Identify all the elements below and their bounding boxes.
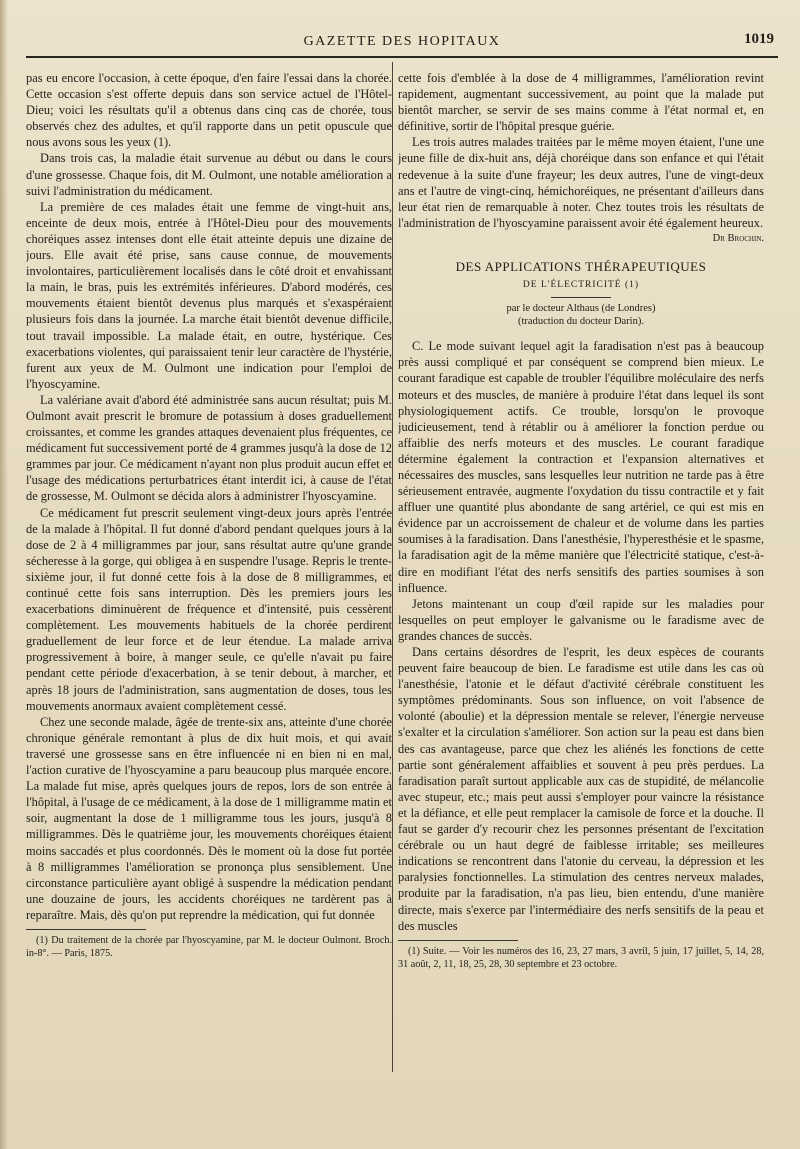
page-number: 1019	[744, 31, 774, 47]
page-binding-shadow	[0, 0, 8, 1149]
footnote: (1) Suite. — Voir les numéros des 16, 23, 27 mars, 3 avril, 5 juin, 17 juillet, 5, 14, 28, 31 août, 2, 11, 18, 25, 28, 30 septembre et 23 octobre.	[398, 945, 764, 970]
left-column	[26, 70, 392, 1110]
paragraph: Les trois autres malades traitées par le même moyen étaient, l'une une jeune fille de dix-huit ans, déjà choréique dans son enfance et qui l'était redevenue à la suite d'une frayeur; les deux autres, l'une de vingt-deux ans et l'autre de vingt-cinq, hémichoréiques, ne présentant d'ailleurs dans leur état rien de remarquable à noter. Chez toutes trois les résultats de l'administration de l'hyoscyamine paraissent avoir été également heureux.	[398, 135, 764, 230]
right-column	[398, 70, 764, 1110]
page-header	[26, 30, 778, 58]
author-signature: Dr Brochin.	[712, 232, 764, 244]
paragraph: cette fois d'emblée à la dose de 4 milligrammes, l'amélioration revint rapidement, augmentant successivement, au point que la malade put bientôt marcher, se servir de ses mains comme à l'état normal et, en définitive, sortir de l'hôpital presque guérie.	[398, 71, 764, 134]
paragraph: La première de ces malades était une femme de vingt-huit ans, enceinte de deux mois, entrée à l'Hôtel-Dieu pour des mouvements choréiques assez intenses dont elle était atteinte depuis une dizaine de jours. Elle avait été prise, sans cause connue, de mouvements involontaires, particulièrement localisés dans le côté droit et envahissant la main, le bras, puis les extrémités inférieures. D'abord modérés, ces mouvements étaient bientôt devenus plus marqués et s'exaspéraient plusieurs fois dans la journée. La marche était bientôt devenue difficile, tout travail impossible. La malade était, en outre, hystérique. Ces exacerbations violentes, qui paraissaient tenir leur caractère de l'hystérie, furent aux yeux de M. Oulmont une indication pour l'emploi de l'hyoscyamine.	[26, 199, 392, 391]
paragraph: C. Le mode suivant lequel agit la faradisation n'est pas à beaucoup près aussi compliqué et par conséquent se comprend bien mieux. Le courant faradique est capable de troubler l'équilibre moléculaire des nerfs moteurs et des muscles, de manière à produire l'état dans lequel ils sont physiologiquement actifs. Ce trouble, lorsqu'on le provoque judicieusement, tend à rétablir ou à améliorer la fonction perdue ou affaiblie des nerfs moteurs et des muscles. Le courant faradique détermine également la contraction et l'expansion alternatives et nécessaires des muscles, sans lesquelles leur nutrition ne tarde pas à être sérieusement entravée, augmente l'oxydation du tissu contractile et y fait affluer une quantité plus abondante de sang artériel, ce qui est mis en évidence par un accroissement de chaleur et de volume dans les parties soumises à la faradisation. Dans l'anesthésie, l'hyperesthésie et le spasme, la faradisation agit de la même manière que l'électricité statique, c'est-à-dire en modifiant l'état des nerfs sensitifs des parties soumises à son influence.	[398, 339, 764, 595]
byline-author: par le docteur Althaus (de Londres)	[506, 303, 656, 315]
paragraph: Dans trois cas, la maladie était survenue au début ou dans le cours d'une grossesse. Chaque fois, dit M. Oulmont, une notable amélioration a suivi l'administration du médicament.	[26, 151, 392, 198]
footnote-rule	[398, 940, 518, 941]
byline	[398, 302, 764, 328]
paragraph: Jetons maintenant un coup d'œil rapide sur les maladies pour lesquelles on peut employer le galvanisme ou le faradisme avec de grandes chances de succès.	[398, 596, 764, 643]
paragraph: La valériane avait d'abord été administrée sans aucun résultat; puis M. Oulmont avait prescrit le bromure de potassium à doses graduellement croissantes, et comme les grandes attaques devenaient plus fréquentes, ce médicament fut successivement porté de 4 grammes jusqu'à la dose de 12 grammes par jour. Ce médicament n'ayant non plus produit aucun effet et l'usage des médications perturbatrices étant interdit ici, à cause de l'état de grossesse, M. Oulmont se décida alors à administrer l'hyoscyamine.	[26, 392, 392, 504]
paragraph: Ce médicament fut prescrit seulement vingt-deux jours après l'entrée de la malade à l'hôpital. Il fut donné d'abord pendant quelques jours à la dose de 2 à 4 milligrammes par jour, sans résultat autre qu'une grande sécheresse à la gorge, qui obligea à en suspendre l'usage. Repris le trente-sixième jour, il fut donné cette fois à la dose de 8 milligrammes, et continué cette fois sans interruption. Dès les premiers jours les exacerbations diminuèrent de fréquence et d'intensité, puis cessèrent complètement. Les mouvements habituels de la chorée perdirent graduellement de leur force et de leur étendue. La malade arriva progressivement à boire, à manger seule, ce qu'elle n'avait pu faire pendant cette période d'exacerbation, à se tenir debout, à marcher, et après 18 jours de l'administration, sans augmentation de doses, tous les mouvements anormaux avaient complètement cessé.	[26, 505, 392, 713]
paragraph: pas eu encore l'occasion, à cette époque, d'en faire l'essai dans la chorée. Cette occasion s'est offerte depuis dans son service actuel de l'Hôtel-Dieu; voici les résultats qu'il a obtenus dans cinq cas de chorée, tous observés chez des adultes, et qu'il rapporte dans un petit opuscule que nous avons sous les yeux (1).	[26, 71, 392, 150]
journal-title: GAZETTE DES HOPITAUX	[303, 34, 501, 49]
section-subtitle: DE L'ÉLECTRICITÉ (1)	[522, 280, 640, 291]
column-divider	[392, 62, 393, 1072]
paragraph: Chez une seconde malade, âgée de trente-six ans, atteinte d'une chorée chronique générale remontant à plus de dix huit mois, et qui avait traversé une grossesse sans en être influencée ni en bien ni en mal, l'action curative de l'hyoscyamine a paru beaucoup plus marquée encore. La malade fut mise, après quelques jours de repos, lors de son entrée à l'hôpital, à l'usage de ce médicament, à la dose de 1 milligramme matin et soir, augmentant la dose de 1 milligramme tous les jours, jusqu'à 8 milligrammes. Dès le quatrième jour, les mouvements choréiques étaient moins saccadés et plus coordonnés. Dès le moment où la dose fut portée à 8 milligrammes l'amélioration se prononça plus sensiblement. Une circonstance particulière ayant obligé à suspendre la médication pendant une douzaine de jours, les accidents choréiques ne tardèrent pas à reparaître. Mais, dès qu'on put reprendre la médication, qui fut donnée	[26, 714, 392, 922]
footnote: (1) Du traitement de la chorée par l'hyoscyamine, par M. le docteur Oulmont. Broch. in-8°. — Paris, 1875.	[26, 934, 392, 959]
paragraph: Dans certains désordres de l'esprit, les deux espèces de courants peuvent faire beaucoup de bien. Le faradisme est utile dans les cas où l'anesthésie, l'atonie et le défaut d'activité cérébrale constituent les symptômes prédominants. Sous son influence, on voit l'absence de volonté (aboulie) et la dépression mentale se relever, l'énergie nerveuse s'exalter et la circulation s'améliorer. Son action sur la peau est dans bien des cas avantageuse, parce que chez les aliénés les fonctions de cette partie sont généralement affaiblies et souvent à peu près perdues. La faradisation paraît surtout applicable aux cas de stupidité, de mélancolie avec stupeur, etc.; mais peut aussi s'employer pour vaincre la résistance et la défiance, et elle peut remplacer la camisole de force et la douche. Il faut se garder d'y recourir chez les personnes présentant de l'excitation cérébrale ou un haut degré de faiblesse irritable; ses meilleures indications se rencontrent dans l'atonie du cerveau, la dépression et les paralysies fonctionnelles. La stimulation des centres nerveux malades, produite par la faradisation, n'a pas lieu, bien entendu, d'une manière directe, mais s'exerce par l'intermédiaire des nerfs sensitifs de la peau et des muscles	[398, 645, 764, 933]
title-rule	[551, 297, 611, 298]
byline-translator: (traduction du docteur Darin).	[518, 316, 644, 328]
section-title: DES APPLICATIONS THÉRAPEUTIQUES	[455, 259, 707, 275]
footnote-rule	[26, 929, 146, 930]
